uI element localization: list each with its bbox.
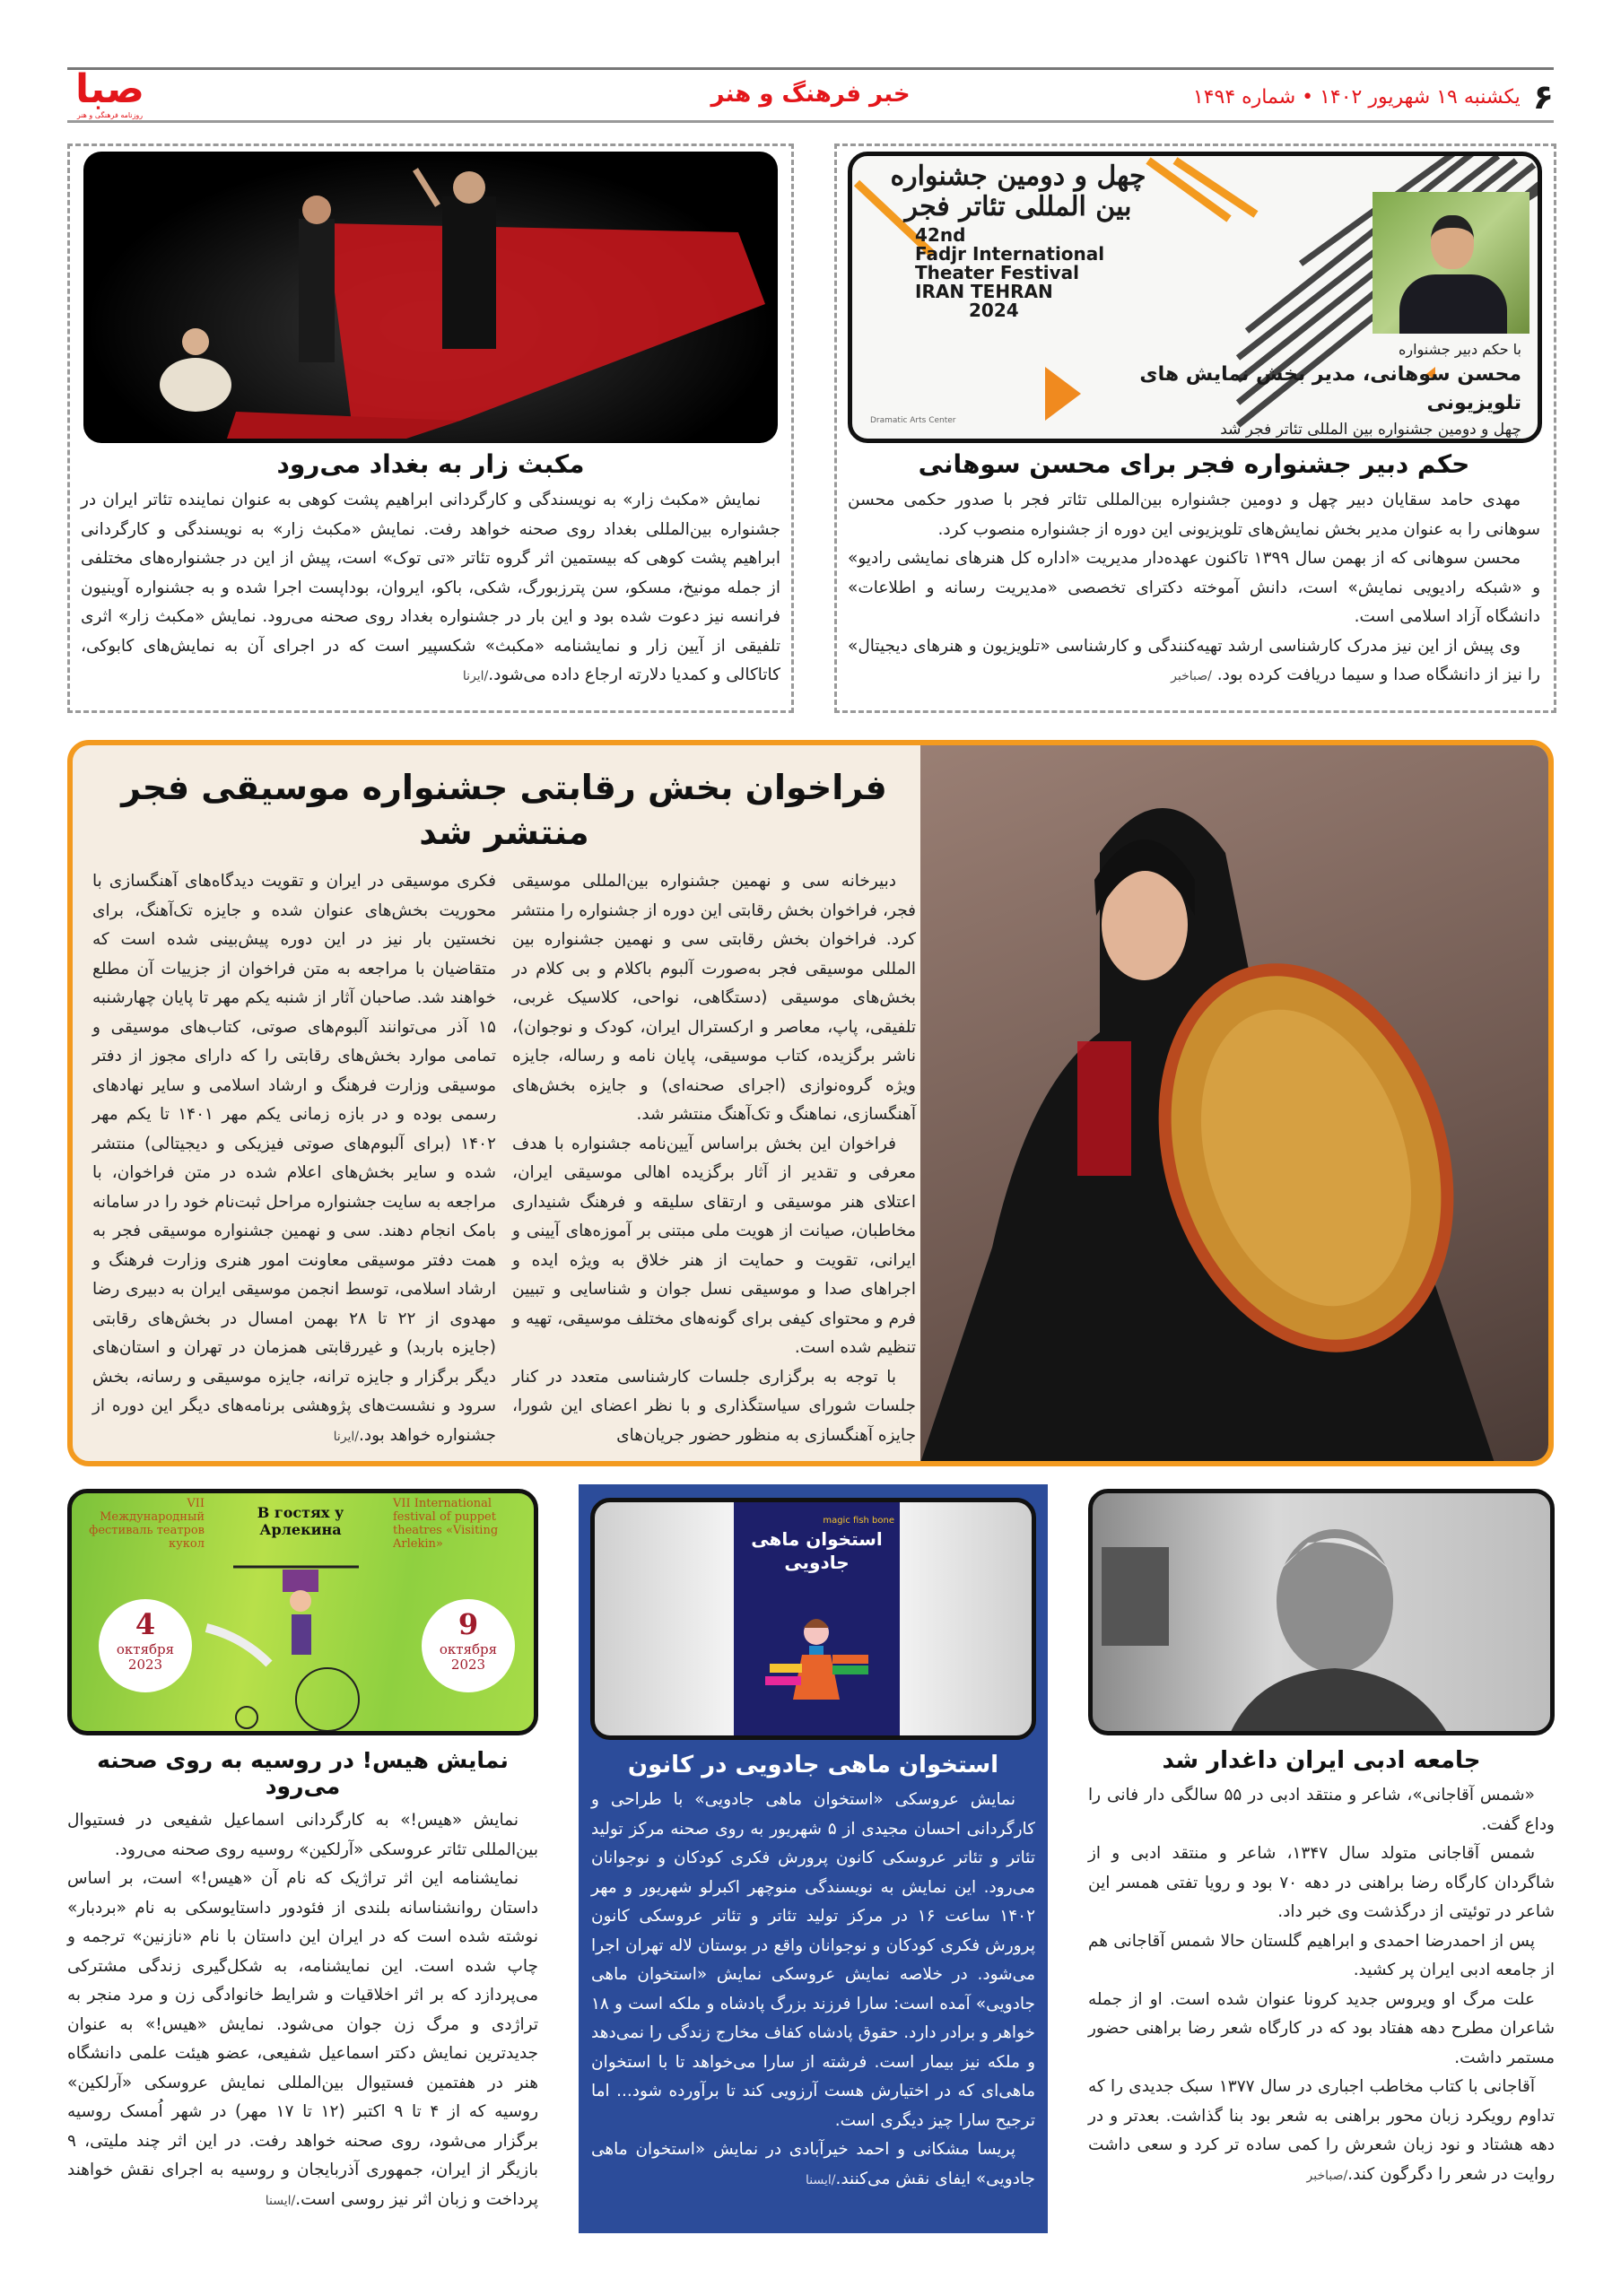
end-day: 9 bbox=[458, 1607, 479, 1641]
poster-english-title: magic fish bone bbox=[823, 1516, 894, 1526]
paragraph: علت مرگ او ویروس جدید کرونا عنوان شده است. او از جمله شاعران مطرح دهه هفتاد بود که در کارگاه شعر رضا براهنی حضور مستمر داشت. bbox=[1088, 1989, 1555, 2067]
arlekin-poster-image bbox=[67, 1489, 538, 1735]
header-top-rule bbox=[67, 67, 1554, 70]
paragraph: فراخوان این بخش براساس آیین‌نامه جشنواره با هدف معرفی و تقدیر از آثار برگزیده اهالی موسیقی ایران، اعتلای هنر موسیقی و ارتقای سلیقه و فرهنگ شنیداری مخاطبان، صیانت از هویت ملی مبتنی بر آموزه‌های آیینی و ایرانی، تقویت و حمایت از هنر خلاق به ویژه ایده و اجراهای صدا و موسیقی نسل جوان و شناسایی و تبیین فرم و محتوای کیفی برای گونه‌های مختلف موسیقی، تهیه و تنظیم شده است. bbox=[512, 1134, 916, 1357]
fajr-persian-logo: چهل و دومین جشنواره بین المللی تئاتر فجر bbox=[890, 161, 1146, 222]
article-title: نمایش هیس! در روسیه به روی صحنه می‌رود bbox=[97, 1747, 509, 1799]
article-title: جامعه ادبی ایران داغدار شد bbox=[1162, 1747, 1481, 1774]
aghajani-photo bbox=[1088, 1489, 1555, 1735]
macbeth-stage-photo bbox=[83, 152, 778, 443]
article-fishbone bbox=[579, 1484, 1048, 2233]
poster bbox=[734, 1502, 900, 1737]
banner-kicker: با حکم دبیر جشنواره bbox=[1398, 341, 1521, 358]
logo-text: صبا bbox=[75, 66, 144, 112]
article-body bbox=[67, 1806, 538, 2215]
article-macbeth bbox=[67, 144, 794, 713]
article-content bbox=[81, 449, 780, 691]
poster-center-title: В гостях у Арлекина bbox=[257, 1504, 344, 1538]
sponsor-logo: Dramatic Arts Center bbox=[870, 416, 956, 425]
paragraph: «شمس آقاجانی»، شاعر و منتقد ادبی در ۵۵ سالگی دار فانی را وداع گفت. bbox=[1088, 1786, 1555, 1834]
banner-logo-stack bbox=[870, 161, 1166, 320]
paragraph: شمس آقاجانی متولد سال ۱۳۴۷، شاعر و منتقد ادبی و از شاگردان کارگاه رضا براهنی در دهه ۷۰ بود و رویا تفتی همسر این شاعر در توئیتی از درگذشت وی خبر داد. bbox=[1088, 1844, 1555, 1921]
source-credit: /ایرنا bbox=[462, 669, 489, 683]
poster-title: استخوان ماهی جادویی bbox=[751, 1528, 883, 1573]
portrait-graphic bbox=[1093, 1493, 1555, 1735]
article-content bbox=[92, 765, 916, 1451]
source-credit: /صباخبر bbox=[1306, 2168, 1348, 2183]
paragraph: پریسا مشکانی و احمد خیرآبادی در نمایش «استخوان ماهی جادویی» ایفای نقش می‌کنند. bbox=[591, 2140, 1035, 2188]
paragraph: پس از احمدرضا احمدی و ابراهیم گلستان حالا شمس آقاجانی هم از جامعه ادبی ایران پر کشید. bbox=[1088, 1931, 1555, 1979]
edition: 42nd bbox=[915, 224, 966, 246]
paragraph: نمایشنامه این اثر تراژیک که نام آن «هیس!» است، بر اساس داستان روانشناسانه بلندی از فئودور داستایوسکی به نام «بردبار» نوشته شده است که در ایران این داستان با نام «نازنین» ترجمه و چاپ شده است. این نمایشنامه، به شکل‌گیری زندگی مشترکی می‌پردازد که بر اثر اخلاقیات و شرایط خانوادگی زن و مرد منجر به تراژدی و مرگ زن جوان می‌شود. نمایش «هیس!» به عنوان جدیدترین نمایش دکتر اسماعیل شفیعی، عضو هیئت علمی دانشگاه هنر در هفتمین فستیوال بین‌المللی نمایش عروسکی «آرلکین» روسیه که از ۴ تا ۹ اکتبر (۱۲ تا ۱۷ مهر) در شهر اُمسک روسیه برگزار می‌شود، روی صحنه خواهد رفت. در این اثر چند ملیتی، ۹ بازیگر از ایران، جمهوری آذربایجان و روسیه به اجرای نقش خواهند پرداخت و زبان اثر نیز روسی است. bbox=[67, 1869, 539, 2209]
end-year: 2023 bbox=[450, 1657, 486, 1673]
article-content bbox=[848, 449, 1540, 691]
logo bbox=[67, 68, 153, 119]
paragraph: نمایش «هیس!» به کارگردانی اسماعیل شفیعی در فستیوال بین‌المللی تئاتر عروسکی «آرلکین» روسیه روی صحنه می‌رود. bbox=[67, 1811, 538, 1859]
poster-russian-text: VII Международный фестиваль театров кукол bbox=[89, 1497, 205, 1551]
source-credit: /صباخبر bbox=[1171, 669, 1212, 683]
article-title: مکبث زار به بغداد می‌رود bbox=[276, 449, 585, 479]
daf-player-graphic bbox=[920, 745, 1548, 1463]
article-fajr-theater bbox=[834, 144, 1556, 713]
start-date-circle bbox=[99, 1599, 192, 1692]
english-line: 2024 bbox=[969, 300, 1019, 321]
daf-player-photo bbox=[920, 745, 1548, 1463]
article-body bbox=[591, 1786, 1035, 2195]
source-credit: /ایسنا bbox=[805, 2172, 836, 2187]
start-day: 4 bbox=[135, 1607, 156, 1641]
fajr-banner-image bbox=[848, 152, 1542, 443]
paragraph: محسن سوهانی که از بهمن سال ۱۳۹۹ تاکنون عهده‌دار مدیریت «اداره کل هنرهای نمایشی رادیو» و «شبکه رادیویی نمایش» است، دانش آموخته دکترای تخصصی «مدیریت رسانه و اطلاعات» دانشگاه آزاد اسلامی است. bbox=[848, 549, 1540, 626]
portrait-body bbox=[1399, 274, 1507, 334]
poster-english-text: VII International festival of puppet theatres «Visiting Arlekin» bbox=[393, 1497, 499, 1551]
banner-subline: چهل و دومین جشنواره بین المللی تئاتر فجر شد bbox=[1220, 421, 1521, 439]
paragraph: آقاجانی با کتاب مخاطب اجباری در سال ۱۳۷۷ سبک جدیدی را که تداوم رویکرد زبان محور براهنی به شعر بود بنا گذاشت. بعدتر و در دهه هشتاد و نود زبان شعرش را کمی ساده تر کرد و سعی داشت روایت در شعر را دگرگون کند. bbox=[1088, 2077, 1555, 2184]
source-credit: /ایسنا bbox=[265, 2193, 296, 2208]
portrait-face bbox=[1431, 215, 1474, 269]
banner-english-block bbox=[870, 226, 1166, 320]
article-columns bbox=[92, 867, 916, 1451]
article-body bbox=[1088, 1781, 1555, 2190]
english-line: IRAN TEHRAN bbox=[915, 281, 1053, 302]
stage-scene-graphic bbox=[83, 152, 778, 443]
paragraph: فکری موسیقی در ایران و تقویت دیدگاه‌های آهنگسازی با محوریت بخش‌های عنوان شده و جایزه تک‌آهنگ، برای نخستین بار نیز در این دوره پیش‌بینی شده است که متقاضیان با مراجعه به متن فراخوان از جزییات آن مطلع خواهند شد. صاحبان آثار از شنبه یکم مهر تا پایان چهارشنبه ۱۵ آذر می‌توانند آلبوم‌های صوتی، کتاب‌های موسیقی و تمامی موارد بخش‌های رقابتی را که دارای مجوز از دفتر موسیقی وزارت فرهنگ و ارشاد اسلامی و سایر نهادهای رسمی بوده و در بازه زمانی یکم مهر ۱۴۰۱ تا یکم مهر ۱۴۰۲ (برای آلبوم‌های صوتی فیزیکی و دیجیتالی) منتشر شده و سایر بخش‌های اعلام شده در متن فراخوان، با مراجعه به سایت جشنواره مراحل ثبت‌نام خود را در سامانه بامک انجام دهند. سی و نهمین جشنواره موسیقی فجر به همت دفتر موسیقی معاونت امور هنری وزارت فرهنگ و ارشاد اسلامی، توسط انجمن موسیقی ایران به دبیری رضا مهدوی از ۲۲ تا ۲۸ بهمن امسال در بخش‌های رقابتی (جایزه باربد) و غیررقابتی همزمان در تهران و استان‌های دیگر برگزار و جایزه ترانه، جایزه موسیقی و رسانه، بخش سرود و نشست‌های پژوهشی برنامه‌های دیگر این دوره از جشنواره خواهد بود. bbox=[92, 872, 496, 1445]
banner-caption-stack bbox=[1091, 339, 1521, 441]
article-content bbox=[591, 1752, 1035, 2195]
start-month: октября bbox=[116, 1641, 175, 1657]
banner-headline: محسن سوهانی، مدیر بخش نمایش های تلویزیونی bbox=[1139, 363, 1521, 414]
issue-date: یکشنبه ۱۹ شهریور ۱۴۰۲ • شماره ۱۴۹۴ bbox=[1192, 85, 1521, 109]
paragraph: با توجه به برگزاری جلسات کارشناسی متعدد در کنار جلسات شورای سیاستگذاری و با نظر اعضای این شورا، جایزه آهنگسازی به منظور حضور جریان‌های bbox=[512, 1367, 916, 1445]
article-column-right bbox=[512, 867, 916, 1451]
paragraph: دبیرخانه سی و نهمین جشنواره بین‌المللی موسیقی فجر، فراخوان بخش رقابتی این دوره از جشنواره را منتشر کرد. فراخوان بخش رقابتی سی و نهمین جشنواره بین المللی موسیقی فجر به‌صورت آلبوم باکلام و بی کلام در بخش‌های موسیقی (دستگاهی، نواحی، کلاسیک غربی، تلفیقی، پاپ، معاصر و ارکسترال ایران، کودک و نوجوان)، ناشر برگزیده، کتاب موسیقی، پایان نامه و رساله، جایزه ویژه گروه‌نوازی (اجرای صحنه‌ای) و جایزه بخش‌های آهنگسازی، نماهنگ و تک‌آهنگ منتشر شد. bbox=[512, 872, 916, 1124]
start-year: 2023 bbox=[127, 1657, 163, 1673]
article-content bbox=[1088, 1747, 1555, 2190]
article-title: حکم دبیر جشنواره فجر برای محسن سوهانی bbox=[918, 449, 1470, 479]
article-column-left bbox=[92, 867, 496, 1451]
article-body bbox=[848, 486, 1540, 691]
portrait-photo bbox=[1373, 192, 1529, 334]
paragraph: نمایش «مکبث زار» به نویسندگی و کارگردانی ابراهیم پشت کوهی به عنوان نماینده تئاتر ایران در جشنواره بین‌المللی بغداد روی صحنه خواهد رفت. نمایش «مکبث زار» به نویسندگی و کارگردانی ابراهیم پشت کوهی که بیستمین اثر گروه تئاتر «تی توک» است، پیش از این در جشنواره‌های مختلفی از جمله مونیخ، مسکو، سن پترزبورگ، شکی، باکو، ایروان، بوداپست اجرا شده و به جشنواره آوینیون فرانسه نیز دعوت شده بود و این بار در جشنواره بغداد روی صحنه می‌رود. نمایش «مکبث زار» اثری تلفیقی از آیین زار و نمایشنامه «مکبث» شکسپیر است که در اجرای آن به نمایش‌های کابوکی، کاتاکالی و کمدیا دلارته ارجاع داده می‌شود. bbox=[81, 491, 780, 684]
fishbone-poster-image bbox=[590, 1498, 1036, 1740]
end-date-circle bbox=[422, 1599, 515, 1692]
logo-tagline: روزنامه فرهنگی و هنر bbox=[76, 111, 144, 119]
article-music-fajr bbox=[67, 740, 1554, 1466]
article-title: استخوان ماهی جادویی در کانون bbox=[627, 1752, 999, 1779]
source-credit: /ایرنا bbox=[333, 1429, 359, 1444]
end-month: октября bbox=[439, 1641, 498, 1657]
article-content bbox=[67, 1747, 538, 2215]
paragraph: وی پیش از این نیز مدرک کارشناسی ارشد تهیه‌کنندگی و کارشناسی «تلویزیون و هنرهای دیجیتال» را نیز از دانشگاه صدا و سیما دریافت کرده بود. bbox=[848, 636, 1540, 684]
english-line: Theater Festival bbox=[915, 262, 1080, 283]
paragraph: نمایش عروسکی «استخوان ماهی جادویی» با طراحی و کارگردانی احسان مجیدی از ۵ شهریور به روی صحنه مرکز تولید تئاتر و تئاتر عروسکی کانون پرورش فکری کودکان و نوجوانان می‌رود. این نمایش به نویسندگی منوچهر اکبرلو شهریور و مهر ۱۴۰۲ ساعت ۱۶ در مرکز تولید تئاتر و تئاتر عروسکی کانون پرورش فکری کودکان و نوجوانان واقع در بوستان لاله تهران اجرا می‌شود. در خلاصه نمایش عروسکی نمایش «استخوان ماهی جادویی» آمده است: سارا فرزند بزرگ پادشاه و ملکه است و ۱۸ خواهر و برادر دارد. حقوق پادشاه کفاف مخارج زندگی را نمی‌دهد و ملکه نیز بیمار است. فرشته از سارا می‌خواهد تا با استخوان ماهی‌ای که در اختیارش هست آرزویی کند تا برآورده شود... اما ترجیح سارا چیز دیگری است. bbox=[591, 1790, 1036, 2130]
article-body bbox=[81, 486, 780, 691]
article-aghajani bbox=[1088, 1489, 1555, 2278]
article-hiss bbox=[67, 1489, 538, 2278]
article-title: فراخوان بخش رقابتی جشنواره موسیقی فجر منتشر شد bbox=[121, 768, 887, 852]
english-line: Fadjr International bbox=[915, 243, 1105, 265]
section-title: خبر فرهنگ و هنر bbox=[710, 81, 911, 108]
paragraph: مهدی حامد سقایان دبیر چهل و دومین جشنواره بین‌المللی تئاتر فجر با صدور حکمی محسن سوهانی را به عنوان مدیر بخش نمایش‌های تلویزیونی این دوره از جشنواره منصوب کرد. bbox=[848, 491, 1540, 539]
girl-illustration bbox=[734, 1502, 900, 1737]
page-number: ۶ bbox=[1532, 77, 1554, 117]
header-date-block bbox=[1193, 77, 1554, 117]
header-bottom-rule bbox=[67, 120, 1554, 123]
